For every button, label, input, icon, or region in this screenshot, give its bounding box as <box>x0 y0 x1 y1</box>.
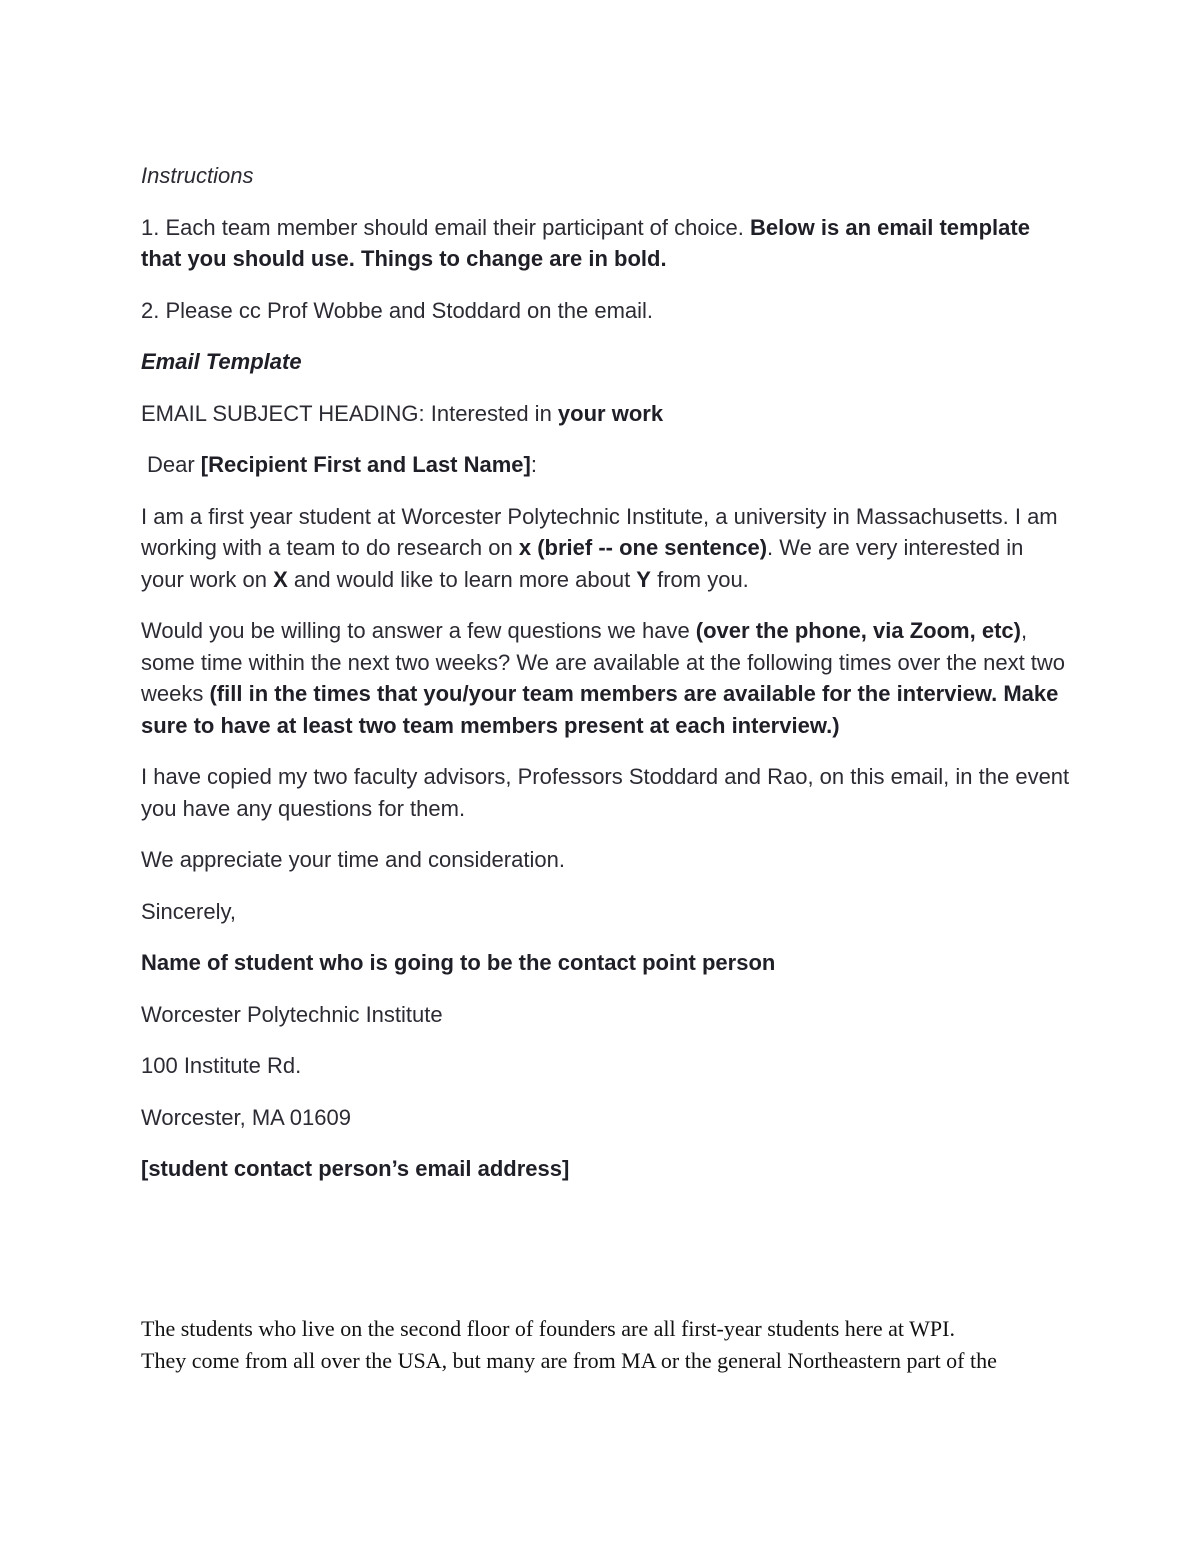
medium-placeholder: (over the phone, via Zoom, etc) <box>695 618 1021 643</box>
narrative-line-1: The students who live on the second floor of founders are all first-year students here at WPI. <box>141 1316 955 1341</box>
recipient-placeholder: [Recipient First and Last Name] <box>200 452 531 477</box>
signature-name: Name of student who is going to be the contact point person <box>141 950 776 975</box>
narrative-paragraph <box>141 1313 1081 1377</box>
research-topic-placeholder: x (brief -- one sentence) <box>518 535 768 560</box>
topic-y-placeholder: Y <box>636 566 651 592</box>
email-template-heading: Email Template <box>141 349 302 374</box>
email-paragraph-intro: I am a first year student at Worcester Polytechnic Institute, a university in Massachusetts. I am working with a team to do research on x (brief -- one sentence). We are very interested in your work on X and would like to learn more about Y from you. <box>141 503 1058 592</box>
salutation: Dear [Recipient First and Last Name]: <box>147 452 537 477</box>
instruction-item-1 <box>141 212 1071 275</box>
subject-placeholder: your work <box>557 400 664 426</box>
email-closing: Sincerely, <box>141 898 236 924</box>
instruction-item-1-text: 1. Each team member should email their participant of choice. <box>141 214 750 240</box>
email-paragraph-request: Would you be willing to answer a few questions we have (over the phone, via Zoom, etc), some time within the next two weeks? We are available at the following times over the next two weeks (fill in the times that you/your team members are available for the interview. Make sure to have at least two team members present at each interview.) <box>141 618 1066 738</box>
signature-street: 100 Institute Rd. <box>141 1053 302 1078</box>
signature-institution: Worcester Polytechnic Institute <box>141 1001 443 1027</box>
work-x-placeholder: X <box>273 566 288 592</box>
availability-placeholder: (fill in the times that you/your team members are available for the interview. Make sure to have at least two team members present at each interview.) <box>141 681 1059 738</box>
email-paragraph-cc: I have copied my two faculty advisors, Professors Stoddard and Rao, on this email, in the event you have any questions for them. <box>141 764 1070 821</box>
email-subject-line: EMAIL SUBJECT HEADING: Interested in your work <box>141 400 664 426</box>
signature-city: Worcester, MA 01609 <box>141 1104 351 1130</box>
email-paragraph-thanks: We appreciate your time and consideration. <box>141 847 565 872</box>
narrative-line-2: They come from all over the USA, but many are from MA or the general Northeastern part of the <box>141 1348 997 1373</box>
instructions-heading: Instructions <box>141 163 254 188</box>
signature-email: [student contact person’s email address] <box>141 1156 570 1181</box>
document-body <box>141 160 1071 1205</box>
instruction-item-1-bold: Below is an email template that you should use. Things to change are in bold. <box>141 214 1030 271</box>
instruction-item-2: 2. Please cc Prof Wobbe and Stoddard on the email. <box>141 297 654 323</box>
